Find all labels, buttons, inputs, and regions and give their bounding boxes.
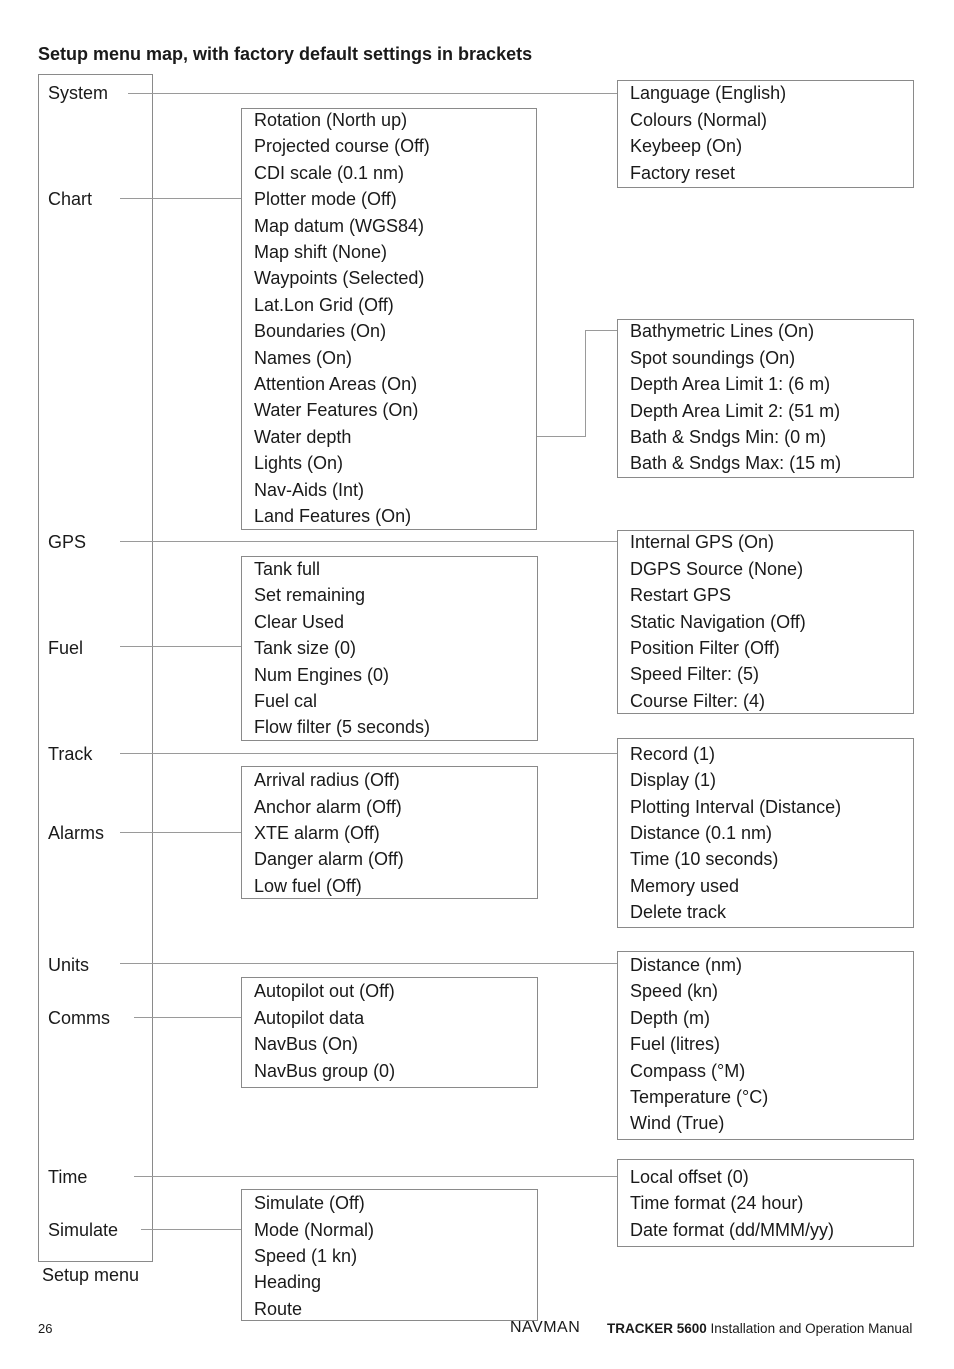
list-item: Arrival radius (Off) bbox=[254, 770, 400, 790]
connector-chart bbox=[120, 198, 242, 199]
list-item: XTE alarm (Off) bbox=[254, 823, 380, 843]
list-item: Map datum (WGS84) bbox=[254, 216, 425, 236]
list-item: Position Filter (Off) bbox=[630, 638, 780, 658]
list-item: Speed Filter: (5) bbox=[630, 664, 760, 684]
menu-item-fuel: Fuel bbox=[48, 638, 84, 658]
comms-submenu bbox=[241, 977, 538, 1088]
list-item: Display (1) bbox=[630, 770, 717, 790]
page-number: 26 bbox=[38, 1321, 53, 1336]
system-submenu bbox=[617, 80, 914, 188]
list-item: Depth Area Limit 2: (51 m) bbox=[630, 401, 841, 421]
list-item: NavBus group (0) bbox=[254, 1061, 396, 1081]
list-item: Simulate (Off) bbox=[254, 1193, 365, 1213]
connector-alarms bbox=[120, 832, 242, 833]
menu-item-track: Track bbox=[48, 744, 93, 764]
connector-gps bbox=[120, 541, 618, 542]
connector-fuel bbox=[120, 646, 242, 647]
list-item: Boundaries (On) bbox=[254, 321, 387, 341]
list-item: Water depth bbox=[254, 427, 352, 447]
list-item: Speed (kn) bbox=[630, 981, 719, 1001]
connector-time bbox=[134, 1176, 618, 1177]
list-item: Restart GPS bbox=[630, 585, 732, 605]
list-item: Internal GPS (On) bbox=[630, 532, 775, 552]
product-name: TRACKER 5600 bbox=[607, 1321, 707, 1336]
manual-subtitle: Installation and Operation Manual bbox=[706, 1321, 913, 1336]
list-item: Waypoints (Selected) bbox=[254, 268, 425, 288]
list-item: Bath & Sndgs Max: (15 m) bbox=[630, 453, 842, 473]
list-item: Course Filter: (4) bbox=[630, 691, 766, 711]
simulate-submenu bbox=[241, 1189, 538, 1321]
list-item: Mode (Normal) bbox=[254, 1220, 375, 1240]
connector-simulate bbox=[141, 1229, 242, 1230]
list-item: Spot soundings (On) bbox=[630, 348, 796, 368]
list-item: Route bbox=[254, 1299, 303, 1319]
menu-item-units: Units bbox=[48, 955, 90, 975]
time-submenu bbox=[617, 1159, 914, 1247]
list-item: Compass (°M) bbox=[630, 1061, 746, 1081]
setup-menu-frame bbox=[38, 74, 153, 1262]
list-item: Heading bbox=[254, 1272, 322, 1292]
list-item: Attention Areas (On) bbox=[254, 374, 418, 394]
list-item: Temperature (°C) bbox=[630, 1087, 769, 1107]
list-item: DGPS Source (None) bbox=[630, 559, 804, 579]
list-item: Danger alarm (Off) bbox=[254, 849, 404, 869]
chart-submenu bbox=[241, 108, 537, 530]
list-item: Plotter mode (Off) bbox=[254, 189, 397, 209]
list-item: Low fuel (Off) bbox=[254, 876, 362, 896]
list-item: Depth Area Limit 1: (6 m) bbox=[630, 374, 831, 394]
connector-track bbox=[120, 753, 618, 754]
list-item: Num Engines (0) bbox=[254, 665, 390, 685]
list-item: Tank size (0) bbox=[254, 638, 357, 658]
list-item: Map shift (None) bbox=[254, 242, 388, 262]
list-item: Autopilot data bbox=[254, 1008, 365, 1028]
list-item: Speed (1 kn) bbox=[254, 1246, 358, 1266]
list-item: Fuel (litres) bbox=[630, 1034, 721, 1054]
alarms-submenu bbox=[241, 766, 538, 899]
list-item: Colours (Normal) bbox=[630, 110, 768, 130]
list-item: Keybeep (On) bbox=[630, 136, 743, 156]
list-item: Memory used bbox=[630, 876, 740, 896]
list-item: Autopilot out (Off) bbox=[254, 981, 395, 1001]
list-item: Language (English) bbox=[630, 83, 787, 103]
units-submenu bbox=[617, 951, 914, 1140]
connector-system bbox=[128, 93, 618, 94]
manual-title bbox=[607, 1321, 912, 1336]
menu-item-time: Time bbox=[48, 1167, 88, 1187]
list-item: Static Navigation (Off) bbox=[630, 612, 806, 632]
list-item: Projected course (Off) bbox=[254, 136, 430, 156]
list-item: Local offset (0) bbox=[630, 1167, 749, 1187]
list-item: Wind (True) bbox=[630, 1113, 725, 1133]
list-item: Water Features (On) bbox=[254, 400, 419, 420]
list-item: Time (10 seconds) bbox=[630, 849, 779, 869]
list-item: Plotting Interval (Distance) bbox=[630, 797, 842, 817]
list-item: Clear Used bbox=[254, 612, 345, 632]
list-item: Time format (24 hour) bbox=[630, 1193, 804, 1213]
connector-water-depth-h2 bbox=[585, 330, 618, 331]
list-item: CDI scale (0.1 nm) bbox=[254, 163, 405, 183]
list-item: Rotation (North up) bbox=[254, 110, 408, 130]
list-item: Land Features (On) bbox=[254, 506, 412, 526]
list-item: Factory reset bbox=[630, 163, 736, 183]
connector-water-depth-v bbox=[585, 330, 586, 437]
list-item: Record (1) bbox=[630, 744, 716, 764]
fuel-submenu bbox=[241, 556, 538, 741]
list-item: Depth (m) bbox=[630, 1008, 711, 1028]
list-item: Fuel cal bbox=[254, 691, 318, 711]
list-item: NavBus (On) bbox=[254, 1034, 359, 1054]
list-item: Distance (nm) bbox=[630, 955, 743, 975]
menu-item-system: System bbox=[48, 83, 109, 103]
connector-comms bbox=[134, 1017, 242, 1018]
list-item: Lights (On) bbox=[254, 453, 344, 473]
brand-logo: NAVMAN bbox=[510, 1319, 581, 1336]
page-title: Setup menu map, with factory default settings in brackets bbox=[38, 44, 533, 64]
list-item: Tank full bbox=[254, 559, 321, 579]
connector-units bbox=[120, 963, 618, 964]
water-depth-submenu bbox=[617, 319, 914, 478]
setup-menu-label: Setup menu bbox=[42, 1265, 140, 1285]
menu-item-gps: GPS bbox=[48, 532, 87, 552]
list-item: Bathymetric Lines (On) bbox=[630, 321, 815, 341]
list-item: Flow filter (5 seconds) bbox=[254, 717, 431, 737]
menu-item-simulate: Simulate bbox=[48, 1220, 119, 1240]
list-item: Lat.Lon Grid (Off) bbox=[254, 295, 394, 315]
list-item: Names (On) bbox=[254, 348, 353, 368]
list-item: Date format (dd/MMM/yy) bbox=[630, 1220, 835, 1240]
gps-submenu bbox=[617, 530, 914, 714]
list-item: Delete track bbox=[630, 902, 727, 922]
list-item: Distance (0.1 nm) bbox=[630, 823, 773, 843]
list-item: Bath & Sndgs Min: (0 m) bbox=[630, 427, 827, 447]
list-item: Anchor alarm (Off) bbox=[254, 797, 402, 817]
menu-item-chart: Chart bbox=[48, 189, 93, 209]
menu-item-comms: Comms bbox=[48, 1008, 110, 1028]
track-submenu bbox=[617, 738, 914, 928]
menu-item-alarms: Alarms bbox=[48, 823, 105, 843]
list-item: Set remaining bbox=[254, 585, 366, 605]
list-item: Nav-Aids (Int) bbox=[254, 480, 365, 500]
